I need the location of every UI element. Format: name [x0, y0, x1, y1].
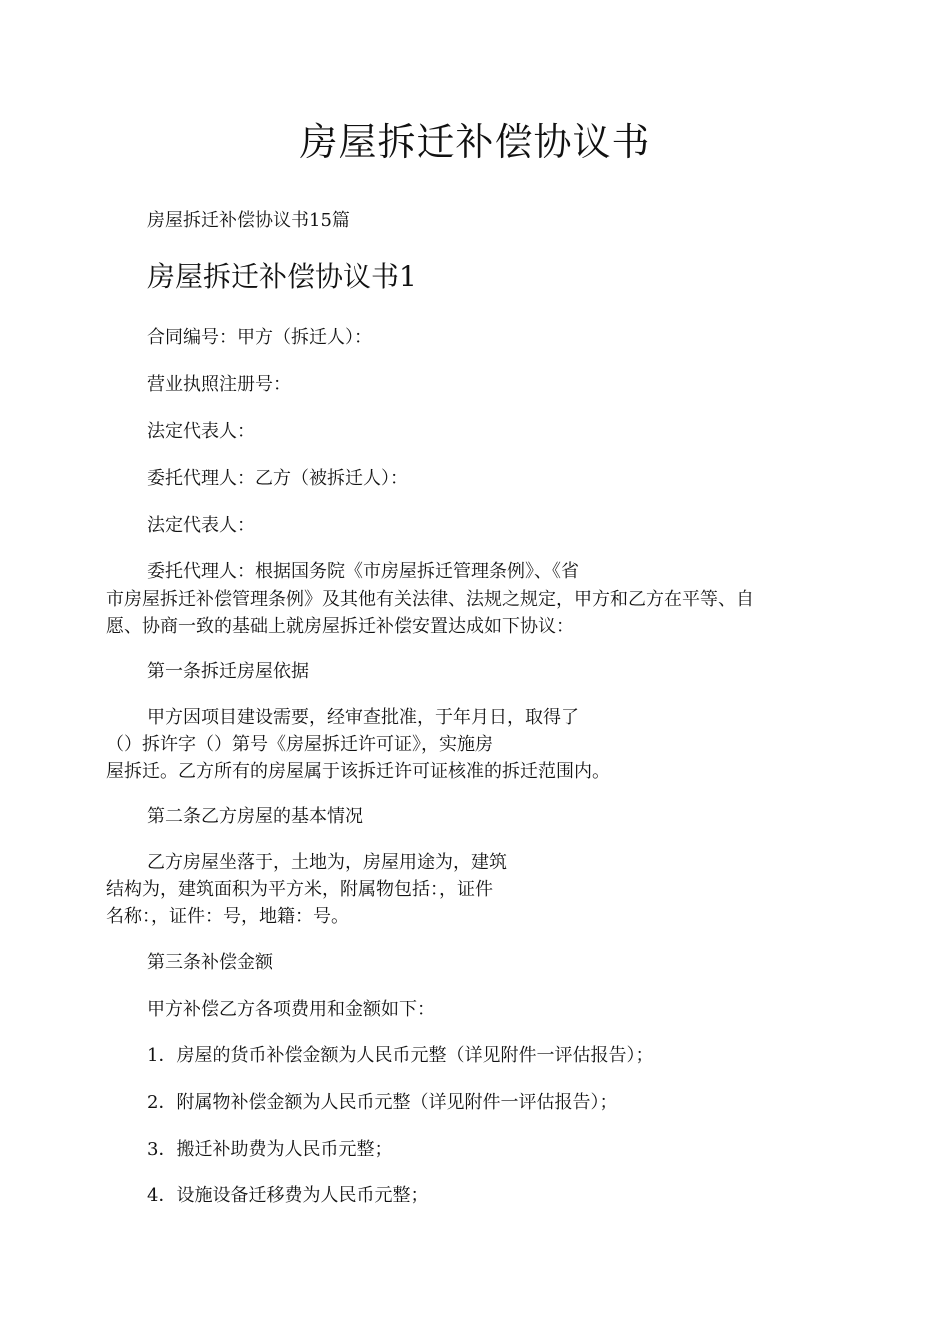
paragraph-line: 法定代表人： — [147, 421, 255, 442]
document-subtitle: 房屋拆迁补偿协议书15篇 — [147, 210, 350, 231]
paragraph-line: 营业执照注册号： — [147, 374, 291, 395]
clause-heading: 第三条补偿金额 — [147, 952, 273, 973]
list-item: 3．搬迁补助费为人民币元整； — [147, 1139, 393, 1160]
paragraph-line: 委托代理人：乙方（被拆迁人）： — [147, 468, 408, 489]
paragraph-line: （）拆许字（）第号《房屋拆迁许可证》，实施房 — [106, 734, 493, 755]
clause-heading: 第二条乙方房屋的基本情况 — [147, 806, 363, 827]
document-title: 房屋拆迁补偿协议书 — [299, 120, 651, 164]
paragraph-line: 屋拆迁。乙方所有的房屋属于该拆迁许可证核准的拆迁范围内。 — [106, 761, 610, 782]
paragraph-line: 合同编号：甲方（拆迁人）： — [147, 327, 372, 348]
section-heading: 房屋拆迁补偿协议书1 — [147, 260, 417, 293]
paragraph-line: 愿、协商一致的基础上就房屋拆迁补偿安置达成如下协议： — [106, 616, 574, 637]
list-item: 2．附属物补偿金额为人民币元整（详见附件一评估报告）； — [147, 1092, 618, 1113]
paragraph-line: 法定代表人： — [147, 515, 255, 536]
list-item: 1．房屋的货币补偿金额为人民币元整（详见附件一评估报告）； — [147, 1045, 654, 1066]
list-item: 4．设施设备迁移费为人民币元整； — [147, 1185, 429, 1206]
paragraph-line: 委托代理人：根据国务院《市房屋拆迁管理条例》、《省 — [147, 561, 579, 582]
paragraph-line: 甲方因项目建设需要，经审查批准，于年月日，取得了 — [147, 707, 579, 728]
paragraph-line: 名称：，证件：号，地籍：号。 — [106, 906, 349, 927]
paragraph-line: 市房屋拆迁补偿管理条例》及其他有关法律、法规之规定，甲方和乙方在平等、自 — [106, 589, 754, 610]
clause-heading: 第一条拆迁房屋依据 — [147, 661, 309, 682]
paragraph-line: 结构为，建筑面积为平方米，附属物包括：，证件 — [106, 879, 493, 900]
paragraph-line: 乙方房屋坐落于，土地为，房屋用途为，建筑 — [147, 852, 507, 873]
paragraph-line: 甲方补偿乙方各项费用和金额如下： — [147, 999, 435, 1020]
